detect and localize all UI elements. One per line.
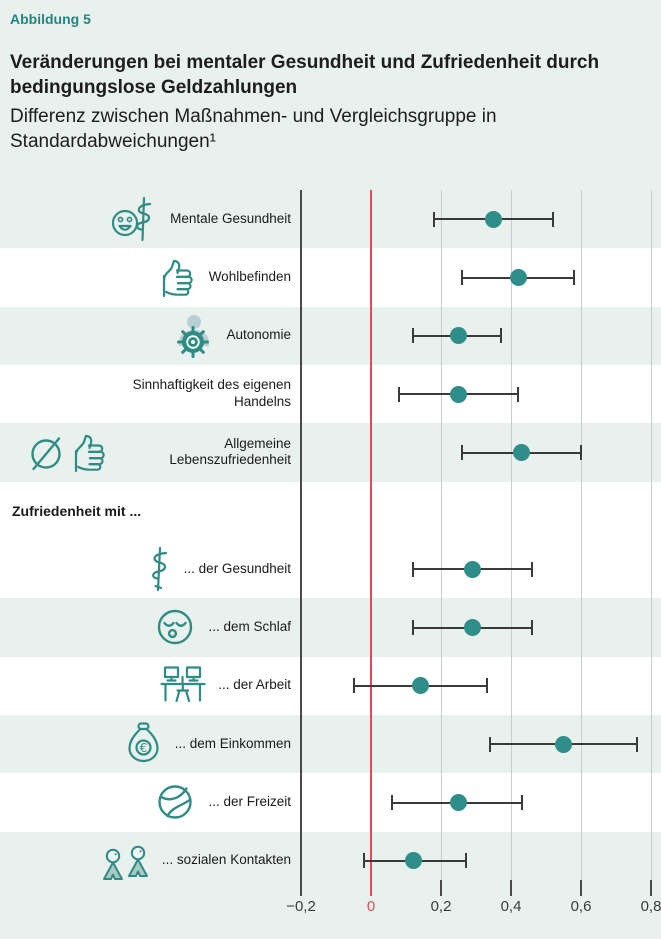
aesculapius-staff-icon xyxy=(142,546,174,592)
money-bag-euro-icon xyxy=(123,721,165,767)
x-gridline xyxy=(511,190,512,880)
x-gridline xyxy=(581,190,582,880)
chart-row-label-wrap xyxy=(0,307,291,365)
error-bar-cap-right xyxy=(486,678,488,693)
x-axis-tick xyxy=(580,880,582,896)
error-bar-cap-right xyxy=(552,212,554,227)
desk-workstation-icon xyxy=(158,664,208,708)
x-axis-tick-label: 0,8 xyxy=(640,898,661,915)
error-bar-cap-left xyxy=(489,737,491,752)
error-bar-cap-left xyxy=(461,270,463,285)
error-bar-cap-left xyxy=(363,853,365,868)
x-axis-tick-label: 0,6 xyxy=(570,898,592,915)
data-point xyxy=(464,561,481,578)
sleeping-face-icon xyxy=(152,604,198,650)
svg-text:€: € xyxy=(139,740,148,755)
x-axis-tick xyxy=(440,880,442,896)
row-label: ... der Arbeit xyxy=(218,677,291,693)
row-label: ... dem Einkommen xyxy=(174,735,291,751)
row-label: ... sozialen Kontakten xyxy=(161,852,291,868)
error-bar-cap-left xyxy=(353,678,355,693)
error-bar-cap-left xyxy=(412,562,414,577)
x-axis-tick xyxy=(510,880,512,896)
row-label: Sinnhaftigkeit des eigenen Handelns xyxy=(132,377,291,410)
x-axis-tick-label: 0,4 xyxy=(500,898,522,915)
data-point xyxy=(510,269,527,286)
chart-row-label-wrap xyxy=(0,190,291,248)
zero-reference-line xyxy=(370,190,372,880)
x-axis-tick-label: −0,2 xyxy=(286,898,316,915)
x-gridline xyxy=(300,190,302,880)
error-bar-cap-right xyxy=(531,620,533,635)
row-label: ... der Freizeit xyxy=(208,794,291,810)
row-label: ... der Gesundheit xyxy=(183,560,291,576)
x-axis-tick-label: 0 xyxy=(366,898,376,915)
row-label: Autonomie xyxy=(226,327,291,343)
data-point xyxy=(450,386,467,403)
error-bar-cap-left xyxy=(412,620,414,635)
group-header: Zufriedenheit mit ... xyxy=(12,502,142,519)
chart-row-label-wrap xyxy=(0,657,291,715)
error-bar-cap-right xyxy=(636,737,638,752)
data-point xyxy=(464,619,481,636)
chart-row-label-wrap xyxy=(0,248,291,306)
error-bar-cap-right xyxy=(500,328,502,343)
x-axis-tick xyxy=(370,880,372,896)
mental-health-icon xyxy=(110,196,160,242)
x-axis-tick xyxy=(300,880,302,896)
chart-row-label-wrap xyxy=(0,715,291,773)
data-point xyxy=(412,677,429,694)
data-point xyxy=(555,736,572,753)
chart-row-label-wrap xyxy=(0,598,291,656)
x-gridline xyxy=(441,190,442,880)
error-bar-cap-right xyxy=(521,795,523,810)
error-bar-cap-right xyxy=(531,562,533,577)
chart-row-label-wrap xyxy=(0,423,291,481)
x-axis-tick-label: 0,2 xyxy=(430,898,452,915)
two-people-icon xyxy=(100,839,152,883)
data-point xyxy=(485,211,502,228)
data-point xyxy=(450,794,467,811)
chart-row-label-wrap xyxy=(0,540,291,598)
error-bar-cap-left xyxy=(391,795,393,810)
row-label: Mentale Gesundheit xyxy=(170,210,291,226)
chart-row-label-wrap xyxy=(0,832,291,890)
error-bar-cap-left xyxy=(412,328,414,343)
error-bar-cap-left xyxy=(433,212,435,227)
figure-title: Veränderungen bei mentaler Gesundheit und Zufriedenheit durch bedingungslose Geldzahlungen xyxy=(10,52,600,99)
x-axis-tick xyxy=(650,880,652,896)
thumbs-up-icon xyxy=(157,255,199,299)
figure-subtitle: Differenz zwischen Maßnahmen- und Vergleichsgruppe in Standardabweichungen¹ xyxy=(10,106,497,153)
error-bar-cap-left xyxy=(398,387,400,402)
error-bar-cap-right xyxy=(580,445,582,460)
row-label: Wohlbefinden xyxy=(208,269,291,285)
x-gridline xyxy=(651,190,652,880)
chart-row-label-wrap xyxy=(0,773,291,831)
figure-number-label: Abbildung 5 xyxy=(10,11,91,27)
average-thumbs-up-icon xyxy=(25,429,111,475)
error-bar-cap-right xyxy=(517,387,519,402)
error-bar-cap-right xyxy=(465,853,467,868)
error-bar-cap-right xyxy=(573,270,575,285)
data-point xyxy=(405,852,422,869)
row-label: ... dem Schlaf xyxy=(208,619,291,635)
ball-icon xyxy=(152,779,198,825)
helm-person-icon xyxy=(170,313,216,359)
data-point xyxy=(513,444,530,461)
chart-row-label-wrap xyxy=(0,365,291,423)
error-bar-cap-left xyxy=(461,445,463,460)
row-label: Allgemeine Lebenszufriedenheit xyxy=(169,435,291,468)
